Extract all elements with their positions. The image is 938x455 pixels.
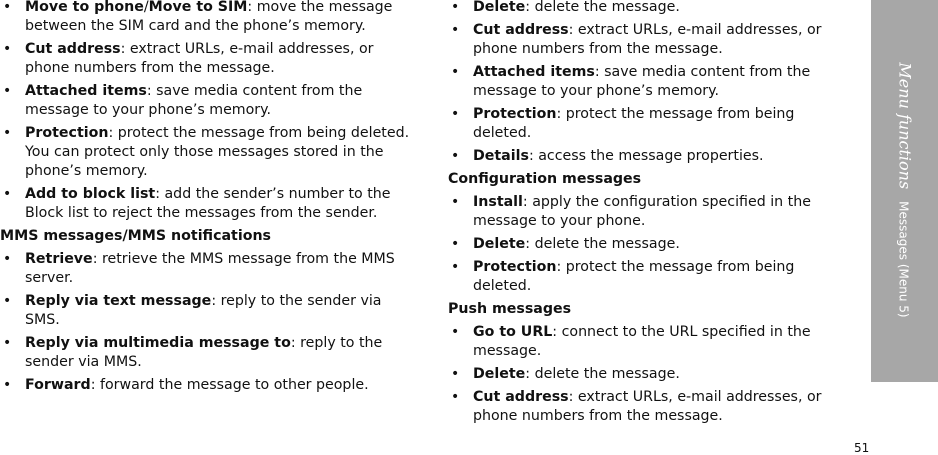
sidebar-label xyxy=(871,0,938,382)
item-term: Retrieve xyxy=(25,251,93,267)
list-item xyxy=(0,334,410,372)
item-term: Add to block list xyxy=(25,186,156,202)
list-item xyxy=(448,365,850,384)
item-term: Install xyxy=(473,194,523,210)
list-item xyxy=(448,21,850,59)
item-term: Delete xyxy=(473,236,526,252)
item-term: Cut address xyxy=(25,41,121,57)
bullet: • xyxy=(3,0,12,15)
item-desc: : move the message between the SIM card and the phone’s memory. xyxy=(25,0,393,34)
list-item xyxy=(448,193,850,231)
item-term: Move to SIM xyxy=(148,0,248,15)
item-term: Attached items xyxy=(25,83,147,99)
bullet: • xyxy=(451,389,460,405)
item-desc: : extract URLs, e-mail addresses, or phone numbers from the message. xyxy=(25,41,374,76)
list-item xyxy=(448,147,850,166)
right-list-1 xyxy=(448,0,850,166)
list-item xyxy=(448,63,850,101)
bullet: • xyxy=(451,236,460,252)
item-term: Cut address xyxy=(473,22,569,38)
item-desc: : protect the message from being deleted. You can protect only those messages stored in the phone’s memory. xyxy=(25,125,410,179)
left-list-1 xyxy=(0,0,410,223)
item-term: Reply via text message xyxy=(25,293,212,309)
bullet: • xyxy=(3,186,12,202)
list-item xyxy=(448,105,850,143)
item-desc: : protect the message from being deleted. xyxy=(473,259,795,294)
list-item xyxy=(0,82,410,120)
sidebar-rotated-text xyxy=(896,62,915,317)
list-item xyxy=(0,0,410,36)
list-item xyxy=(0,40,410,78)
list-item xyxy=(0,292,410,330)
bullet: • xyxy=(3,377,12,393)
list-item xyxy=(448,235,850,254)
list-item xyxy=(448,388,850,426)
section-heading: MMS messages/MMS notifications xyxy=(0,228,271,244)
item-term: Details xyxy=(473,148,529,164)
item-term: Attached items xyxy=(473,64,595,80)
item-desc: : save media content from the message to your phone’s memory. xyxy=(25,83,363,118)
section-heading: Push messages xyxy=(448,301,572,317)
item-term: Protection xyxy=(473,106,557,122)
item-desc: : delete the message. xyxy=(525,236,680,252)
list-item xyxy=(448,258,850,296)
list-item xyxy=(0,376,410,395)
left-list-2 xyxy=(0,250,410,395)
item-separator: / xyxy=(143,0,149,15)
list-item xyxy=(448,323,850,361)
item-desc: : access the message properties. xyxy=(528,148,764,164)
bullet: • xyxy=(3,125,12,141)
item-desc: : forward the message to other people. xyxy=(90,377,369,393)
item-desc: : retrieve the MMS message from the MMS server. xyxy=(25,251,395,286)
section-heading: Configuration messages xyxy=(448,171,642,187)
item-desc: : delete the message. xyxy=(525,0,680,15)
item-desc: : save media content from the message to your phone’s memory. xyxy=(473,64,811,99)
bullet: • xyxy=(451,106,460,122)
sidebar-subtitle: Messages (Menu 5) xyxy=(896,201,911,318)
item-term: Delete xyxy=(473,0,526,15)
item-term: Forward xyxy=(25,377,91,393)
bullet: • xyxy=(451,259,460,275)
sidebar-title: Menu functions xyxy=(895,62,915,190)
item-desc: : reply to the sender via MMS. xyxy=(25,335,383,370)
right-list-3 xyxy=(448,323,850,426)
bullet: • xyxy=(451,64,460,80)
item-term: Go to URL xyxy=(473,324,553,340)
bullet: • xyxy=(3,335,12,351)
left-column xyxy=(0,0,410,399)
item-desc: : extract URLs, e-mail addresses, or phone numbers from the message. xyxy=(473,389,822,424)
item-desc: : apply the configuration specified in the message to your phone. xyxy=(473,194,811,229)
item-desc: : extract URLs, e-mail addresses, or phone numbers from the message. xyxy=(473,22,822,57)
bullet: • xyxy=(451,22,460,38)
item-desc: : connect to the URL specified in the message. xyxy=(473,324,811,359)
bullet: • xyxy=(451,194,460,210)
item-desc: : protect the message from being deleted. xyxy=(473,106,795,141)
right-column xyxy=(448,0,850,430)
item-term: Reply via multimedia message to xyxy=(25,335,291,351)
list-item xyxy=(0,250,410,288)
item-desc: : add the sender’s number to the Block list to reject the messages from the sender. xyxy=(25,186,391,221)
item-desc: : delete the message. xyxy=(525,366,680,382)
list-item xyxy=(448,0,850,17)
bullet: • xyxy=(451,0,460,15)
bullet: • xyxy=(3,41,12,57)
item-desc: : reply to the sender via SMS. xyxy=(25,293,382,328)
page-number: 51 xyxy=(854,441,870,455)
item-term: Protection xyxy=(473,259,557,275)
list-item xyxy=(0,185,410,223)
bullet: • xyxy=(451,148,460,164)
item-term: Delete xyxy=(473,366,526,382)
list-item xyxy=(0,124,410,181)
right-list-2 xyxy=(448,193,850,296)
bullet: • xyxy=(451,366,460,382)
bullet: • xyxy=(451,324,460,340)
bullet: • xyxy=(3,83,12,99)
bullet: • xyxy=(3,293,12,309)
item-term: Protection xyxy=(25,125,109,141)
item-term: Cut address xyxy=(473,389,569,405)
bullet: • xyxy=(3,251,12,267)
item-term: Move to phone xyxy=(25,0,144,15)
